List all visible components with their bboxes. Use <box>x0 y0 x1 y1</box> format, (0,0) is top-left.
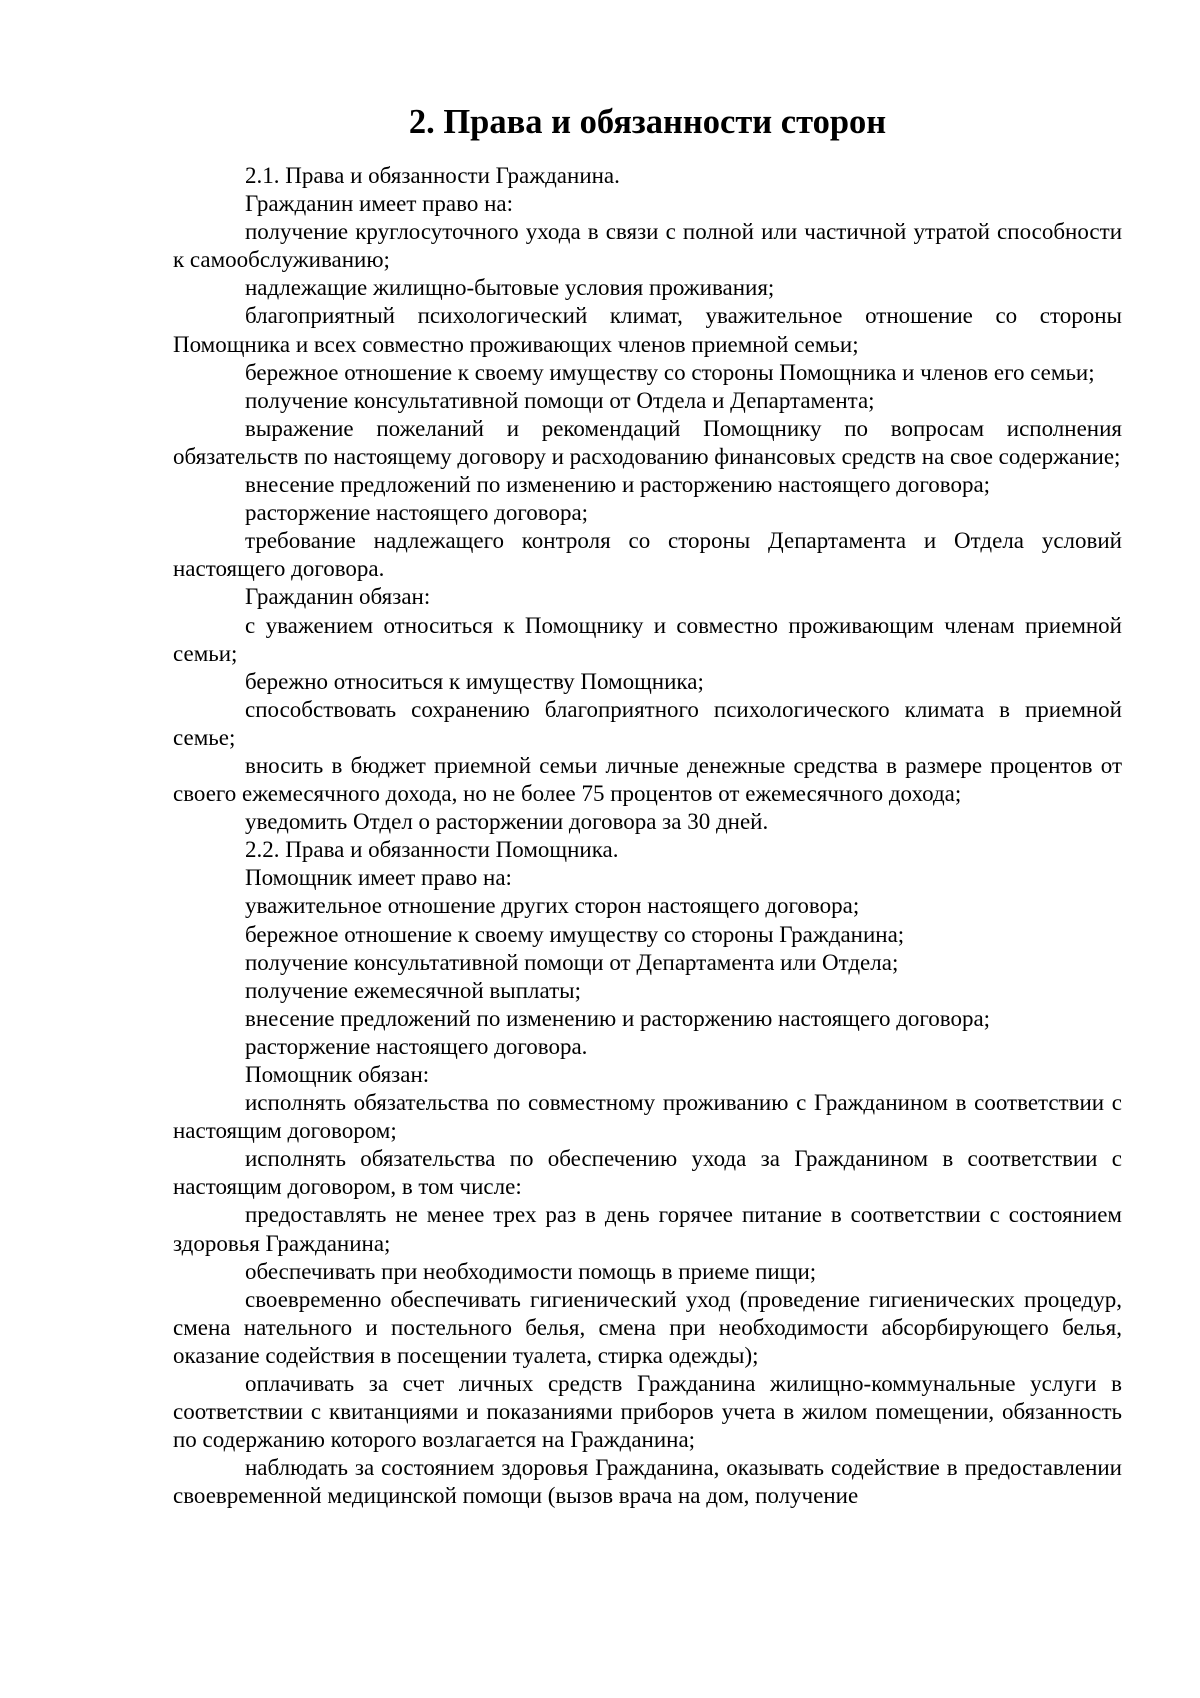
paragraph: исполнять обязательства по обеспечению ухода за Гражданином в соответствии с настоящим договором, в том числе: <box>173 1146 1122 1200</box>
paragraph: благоприятный психологический климат, уважительное отношение со стороны Помощника и всех совместно проживающих членов приемной семьи; <box>173 303 1122 357</box>
paragraph: надлежащие жилищно-бытовые условия проживания; <box>245 275 775 301</box>
paragraph: Помощник имеет право на: <box>245 865 512 891</box>
document-page <box>173 103 1122 1511</box>
paragraph: способствовать сохранению благоприятного психологического климата в приемной семье; <box>173 696 1122 750</box>
paragraph: внесение предложений по изменению и расторжению настоящего договора; <box>245 1005 991 1031</box>
paragraph: предоставлять не менее трех раз в день горячее питание в соответствии с состоянием здоровья Гражданина; <box>173 1202 1122 1256</box>
paragraph: Гражданин обязан: <box>245 584 431 610</box>
section-heading: 2. Права и обязанности сторон <box>408 103 887 141</box>
paragraph: уважительное отношение других сторон настоящего договора; <box>245 893 860 919</box>
paragraph: исполнять обязательства по совместному проживанию с Гражданином в соответствии с настоящим договором; <box>173 1090 1122 1144</box>
paragraph: своевременно обеспечивать гигиенический уход (проведение гигиенических процедур, смена нательного и постельного белья, смена при необходимости абсорбирующего белья, оказание содействия в посещении туалета, стирка одежды); <box>173 1286 1122 1368</box>
paragraph: с уважением относиться к Помощнику и совместно проживающим членам приемной семьи; <box>173 612 1122 666</box>
paragraph: вносить в бюджет приемной семьи личные денежные средства в размере процентов от своего ежемесячного дохода, но не более 75 процентов от ежемесячного дохода; <box>173 752 1122 807</box>
paragraph: бережное отношение к своему имуществу со стороны Помощника и членов его семьи; <box>245 359 1095 385</box>
paragraph: обеспечивать при необходимости помощь в приеме пищи; <box>245 1258 817 1284</box>
paragraph: оплачивать за счет личных средств Гражданина жилищно-коммунальные услуги в соответствии с квитанциями и показаниями приборов учета в жилом помещении, обязанность по содержанию которого возлагается на Гражданина; <box>173 1371 1122 1453</box>
paragraph: получение ежемесячной выплаты; <box>245 977 582 1003</box>
document-body <box>173 162 1122 1511</box>
paragraph: расторжение настоящего договора. <box>245 1033 588 1059</box>
paragraph: 2.1. Права и обязанности Гражданина. <box>245 163 620 188</box>
paragraph: уведомить Отдел о расторжении договора за 30 дней. <box>245 809 769 835</box>
paragraph: внесение предложений по изменению и расторжению настоящего договора; <box>245 472 991 498</box>
paragraph: бережно относиться к имуществу Помощника; <box>245 668 704 694</box>
paragraph: 2.2. Права и обязанности Помощника. <box>245 837 619 863</box>
paragraph: получение круглосуточного ухода в связи с полной или частичной утратой способности к самообслуживанию; <box>173 219 1122 273</box>
paragraph: получение консультативной помощи от Отдела и Департамента; <box>245 387 875 413</box>
paragraph: наблюдать за состоянием здоровья Гражданина, оказывать содействие в предоставлении своевременной медицинской помощи (вызов врача на дом, получение <box>173 1455 1122 1509</box>
paragraph: бережное отношение к своему имуществу со стороны Гражданина; <box>245 921 905 947</box>
paragraph: Гражданин имеет право на: <box>245 191 513 217</box>
paragraph: получение консультативной помощи от Департамента или Отдела; <box>245 949 899 975</box>
paragraph: требование надлежащего контроля со стороны Департамента и Отдела условий настоящего договора. <box>173 528 1122 582</box>
paragraph: Помощник обязан: <box>245 1062 430 1087</box>
paragraph: выражение пожеланий и рекомендаций Помощнику по вопросам исполнения обязательств по настоящему договору и расходованию финансовых средств на свое содержание; <box>173 415 1122 469</box>
paragraph: расторжение настоящего договора; <box>245 500 589 526</box>
